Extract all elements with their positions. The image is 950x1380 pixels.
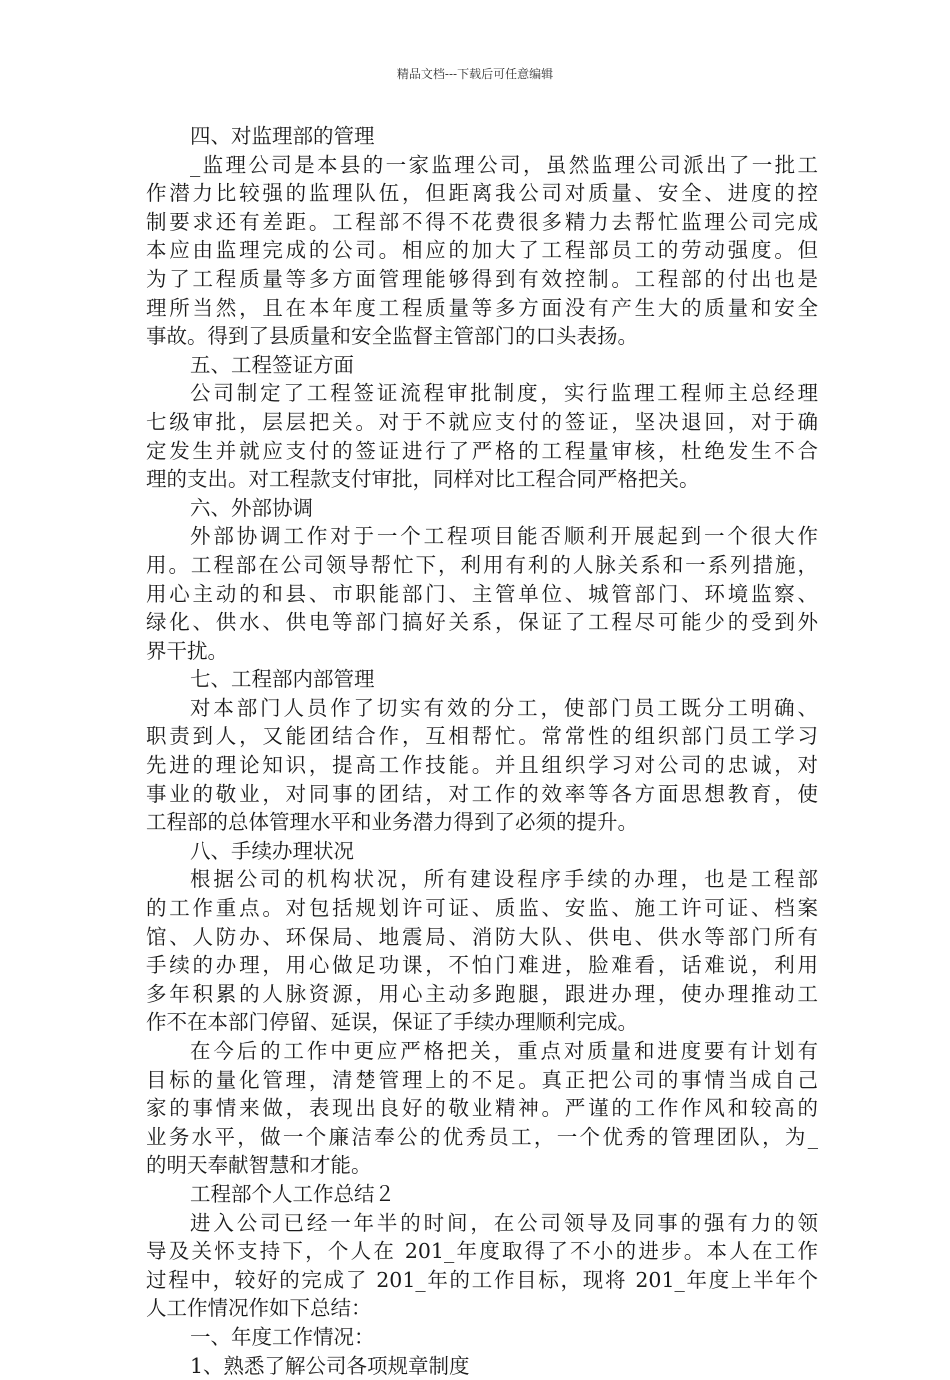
text-line: 对本部门人员作了切实有效的分工，使部门员工既分工明确、 [190,695,818,720]
text-line: 定发生并就应支付的签证进行了严格的工程量审核，杜绝发生不合 [146,438,818,463]
text-line: 作不在本部门停留、延误，保证了手续办理顺利完成。 [146,1010,638,1035]
text-line: 在今后的工作中更应严格把关，重点对质量和进度要有计划有 [190,1039,818,1063]
text-line: 绿化、供水、供电等部门搞好关系，保证了工程尽可能少的受到外 [146,610,818,635]
text-line: 人工作情况作如下总结： [146,1296,372,1321]
text-line: 业务水平，做一个廉洁奉公的优秀员工，一个优秀的管理团队，为_ [146,1124,818,1149]
text-line: 七级审批，层层把关。对于不就应支付的签证，坚决退回，对于确 [146,409,818,434]
text-line: 六、外部协调 [190,495,313,520]
text-line: 为了工程质量等多方面管理能够得到有效控制。工程部的付出也是 [146,266,818,291]
text-line: 公司制定了工程签证流程审批制度，实行监理工程师主总经理 [190,381,818,406]
text-line: 工程部的总体管理水平和业务潜力得到了必须的提升。 [146,810,638,835]
text-line: 事故。得到了县质量和安全监督主管部门的口头表扬。 [146,324,638,349]
text-line: 职责到人，又能团结合作，互相帮忙。常常性的组织部门员工学习 [146,724,818,749]
document-body [146,122,818,1380]
text-line: 理的支出。对工程款支付审批，同样对比工程合同严格把关。 [146,467,700,492]
text-line: 四、对监理部的管理 [190,124,375,148]
text-line: 一、年度工作情况： [190,1324,375,1349]
text-line: 多年积累的人脉资源，用心主动多跑腿，跟进办理，使办理推动工 [146,981,818,1006]
text-line: 界干扰。 [146,638,228,663]
text-line: 事业的敬业，对同事的团结，对工作的效率等各方面思想教育，使 [146,781,818,806]
text-line: 五、工程签证方面 [190,352,354,377]
text-line: 的明天奉献智慧和才能。 [146,1153,372,1178]
page-header: 精品文档---下载后可任意编辑 [396,67,554,81]
text-line: 家的事情来做，表现出良好的敬业精神。严谨的工作作风和较高的 [146,1096,818,1121]
text-line: 用心主动的和县、市职能部门、主管单位、城管部门、环境监察、 [146,581,818,606]
text-line: 工程部个人工作总结２ [190,1181,395,1206]
text-line: 目标的量化管理，清楚管理上的不足。真正把公司的事情当成自己 [146,1067,818,1092]
text-line: 馆、人防办、环保局、地震局、消防大队、供电、供水等部门所有 [146,924,818,949]
text-line: 导及关怀支持下，个人在 201_年度取得了不小的进步。本人在工作 [146,1239,818,1264]
text-line: 八、手续办理状况 [190,838,354,863]
text-line: _监理公司是本县的一家监理公司，虽然监理公司派出了一批工 [190,152,818,177]
text-line: 先进的理论知识，提高工作技能。并且组织学习对公司的忠诚，对 [146,753,818,778]
text-line: 理所当然，且在本年度工程质量等多方面没有产生大的质量和安全 [146,295,818,320]
text-line: 进入公司已经一年半的时间，在公司领导及同事的强有力的领 [190,1210,818,1235]
text-line: 用。工程部在公司领导帮忙下，利用有利的人脉关系和一系列措施， [146,552,818,577]
text-line: 作潜力比较强的监理队伍，但距离我公司对质量、安全、进度的控 [146,181,818,206]
text-line: 过程中，较好的完成了 201_年的工作目标，现将 201_年度上半年个 [146,1267,818,1292]
text-line: 外部协调工作对于一个工程项目能否顺利开展起到一个很大作 [190,524,818,549]
text-line: 根据公司的机构状况，所有建设程序手续的办理，也是工程部 [190,867,818,892]
text-line: 手续的办理，用心做足功课，不怕门难进，脸难看，话难说，利用 [146,953,818,978]
text-line: 的工作重点。对包括规划许可证、质监、安监、施工许可证、档案 [146,896,818,921]
text-line: 七、工程部内部管理 [190,667,375,692]
text-line: 制要求还有差距。工程部不得不花费很多精力去帮忙监理公司完成 [146,209,818,234]
text-line: 本应由监理完成的公司。相应的加大了工程部员工的劳动强度。但 [146,238,818,263]
text-line: 1、熟悉了解公司各项规章制度 [190,1353,470,1378]
